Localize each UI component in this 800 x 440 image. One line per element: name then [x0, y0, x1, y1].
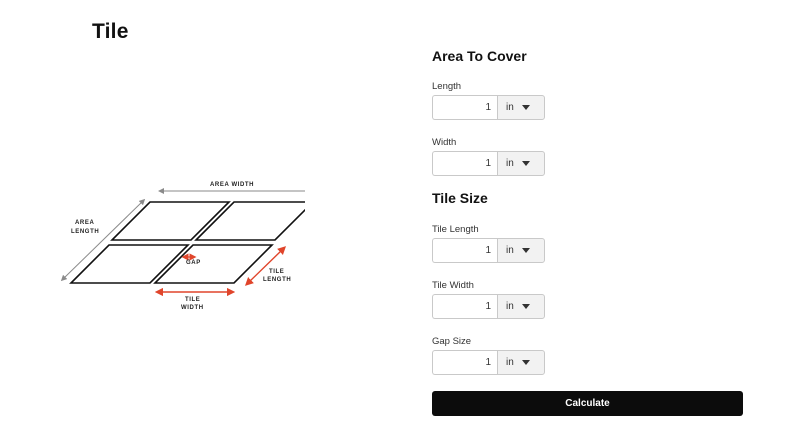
tile-width-label-1: TILE	[185, 297, 201, 303]
area-to-cover-heading: Area To Cover	[432, 48, 527, 64]
gap-size-unit-select[interactable]	[497, 350, 545, 375]
tile-length-input[interactable]	[432, 238, 497, 263]
width-unit-select[interactable]	[497, 151, 545, 176]
page-title: Tile	[92, 20, 129, 43]
tile-width-unit-select[interactable]	[497, 294, 545, 319]
tile-width-label: Tile Width	[432, 280, 474, 291]
gap-label: GAP	[186, 260, 201, 266]
length-input[interactable]	[432, 95, 497, 120]
chevron-down-icon	[522, 105, 530, 110]
length-field	[432, 95, 545, 120]
tile-length-unit-select[interactable]	[497, 238, 545, 263]
gap-size-field	[432, 350, 545, 375]
length-unit-value: in	[506, 102, 514, 113]
length-unit-select[interactable]	[497, 95, 545, 120]
width-input[interactable]	[432, 151, 497, 176]
area-length-label-1: AREA	[75, 220, 95, 226]
tile-length-label-1: TILE	[269, 269, 285, 275]
gap-size-input[interactable]	[432, 350, 497, 375]
tile-width-label-2: WIDTH	[181, 305, 204, 311]
gap-size-unit-value: in	[506, 357, 514, 368]
tile-length-label: Tile Length	[432, 224, 479, 235]
chevron-down-icon	[522, 304, 530, 309]
tile-width-field	[432, 294, 545, 319]
length-label: Length	[432, 81, 462, 92]
chevron-down-icon	[522, 360, 530, 365]
tile-length-field	[432, 238, 545, 263]
chevron-down-icon	[522, 248, 530, 253]
tile-width-input[interactable]	[432, 294, 497, 319]
chevron-down-icon	[522, 161, 530, 166]
tile-size-heading: Tile Size	[432, 190, 488, 206]
area-width-label: AREA WIDTH	[210, 182, 255, 188]
width-unit-value: in	[506, 158, 514, 169]
area-length-label-2: LENGTH	[71, 229, 100, 235]
tile-width-unit-value: in	[506, 301, 514, 312]
tile-length-label-2: LENGTH	[263, 277, 292, 283]
gap-size-label: Gap Size	[432, 336, 472, 347]
calculate-button[interactable]: Calculate	[432, 391, 743, 416]
width-label: Width	[432, 137, 457, 148]
tile-layout-diagram	[55, 175, 305, 325]
tile-length-unit-value: in	[506, 245, 514, 256]
width-field	[432, 151, 545, 176]
